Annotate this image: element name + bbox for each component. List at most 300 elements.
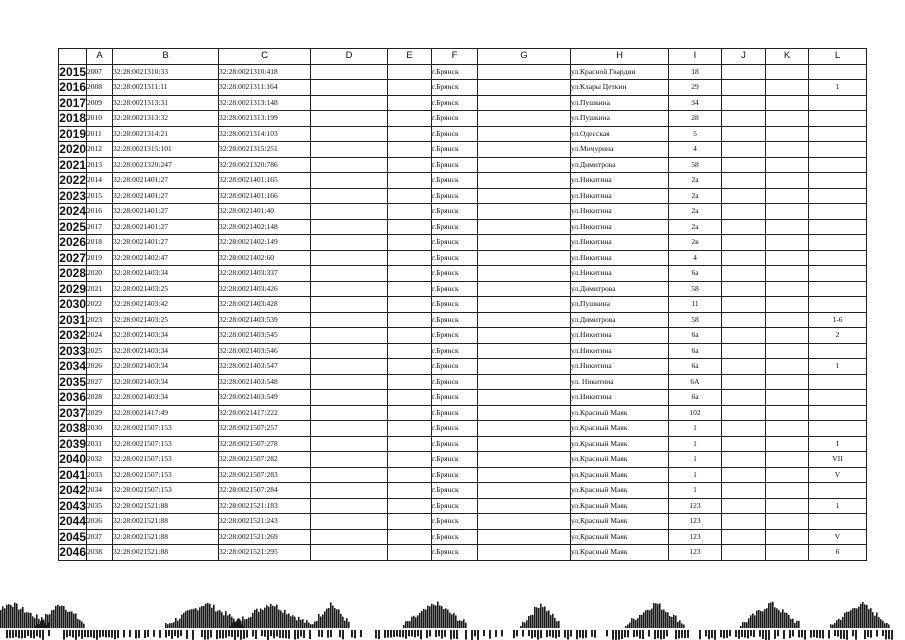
cell-f[interactable]: г.Брянск [432, 204, 478, 220]
cell-a[interactable]: 2012 [87, 142, 113, 158]
cell-b[interactable]: 32:28:0021521:88 [113, 514, 219, 530]
cell-b[interactable]: 32:28:0021507:153 [113, 421, 219, 437]
cell-c[interactable]: 32:28:0021403:539 [219, 312, 311, 328]
cell-d[interactable] [311, 64, 388, 80]
cell-c[interactable]: 32:28:0021403:547 [219, 359, 311, 375]
cell-h[interactable]: ул.Красный Маяк [571, 545, 669, 561]
cell-f[interactable]: г.Брянск [432, 467, 478, 483]
cell-f[interactable]: г.Брянск [432, 514, 478, 530]
cell-a[interactable]: 2025 [87, 343, 113, 359]
row-number[interactable]: 2022 [59, 173, 86, 188]
cell-g[interactable] [478, 452, 571, 468]
cell-l[interactable]: 1 [809, 359, 867, 375]
column-header-e[interactable]: E [388, 49, 432, 65]
row-number[interactable]: 2043 [59, 498, 86, 513]
cell-c[interactable]: 32:28:0021320:786 [219, 157, 311, 173]
cell-i[interactable]: 1 [669, 467, 722, 483]
cell-j[interactable] [722, 219, 766, 235]
cell-h[interactable]: ул.Пушкина [571, 95, 669, 111]
cell-d[interactable] [311, 188, 388, 204]
cell-i[interactable]: 11 [669, 297, 722, 313]
cell-f[interactable]: г.Брянск [432, 173, 478, 189]
cell-h[interactable]: ул.Красный Маяк [571, 467, 669, 483]
cell-a[interactable]: 2013 [87, 157, 113, 173]
cell-h[interactable]: ул.Никитина [571, 235, 669, 251]
cell-g[interactable] [478, 80, 571, 96]
cell-e[interactable] [388, 359, 432, 375]
cell-e[interactable] [388, 343, 432, 359]
cell-j[interactable] [722, 467, 766, 483]
cell-g[interactable] [478, 95, 571, 111]
cell-f[interactable]: г.Брянск [432, 390, 478, 406]
cell-f[interactable]: г.Брянск [432, 529, 478, 545]
cell-i[interactable]: 2а [669, 204, 722, 220]
cell-g[interactable] [478, 529, 571, 545]
cell-l[interactable] [809, 64, 867, 80]
cell-a[interactable]: 2008 [87, 80, 113, 96]
column-header-k[interactable]: K [766, 49, 809, 65]
cell-b[interactable]: 32:28:0021320:247 [113, 157, 219, 173]
cell-l[interactable] [809, 126, 867, 142]
row-number[interactable]: 2037 [59, 405, 86, 420]
cell-b[interactable]: 32:28:0021521:88 [113, 545, 219, 561]
cell-h[interactable]: ул.Никитина [571, 188, 669, 204]
cell-g[interactable] [478, 142, 571, 158]
cell-l[interactable] [809, 157, 867, 173]
cell-i[interactable]: 6А [669, 374, 722, 390]
column-header-l[interactable]: L [809, 49, 867, 65]
cell-i[interactable]: 28 [669, 111, 722, 127]
row-number[interactable]: 2025 [59, 219, 86, 234]
cell-h[interactable]: ул.Никитина [571, 359, 669, 375]
cell-k[interactable] [766, 405, 809, 421]
cell-k[interactable] [766, 483, 809, 499]
cell-g[interactable] [478, 235, 571, 251]
cell-f[interactable]: г.Брянск [432, 235, 478, 251]
cell-l[interactable] [809, 405, 867, 421]
cell-a[interactable]: 2030 [87, 421, 113, 437]
cell-e[interactable] [388, 173, 432, 189]
cell-k[interactable] [766, 436, 809, 452]
cell-d[interactable] [311, 498, 388, 514]
cell-h[interactable]: ул.Красной Гвардии [571, 64, 669, 80]
cell-b[interactable]: 32:28:0021403:25 [113, 281, 219, 297]
column-header-h[interactable]: H [571, 49, 669, 65]
cell-f[interactable]: г.Брянск [432, 142, 478, 158]
cell-j[interactable] [722, 545, 766, 561]
cell-c[interactable]: 32:28:0021507:282 [219, 452, 311, 468]
cell-d[interactable] [311, 374, 388, 390]
row-number[interactable]: 2017 [59, 95, 86, 110]
cell-h[interactable]: ул.Красный Маяк [571, 452, 669, 468]
cell-k[interactable] [766, 374, 809, 390]
cell-k[interactable] [766, 498, 809, 514]
cell-e[interactable] [388, 111, 432, 127]
cell-l[interactable] [809, 204, 867, 220]
cell-b[interactable]: 32:28:0021507:153 [113, 467, 219, 483]
cell-h[interactable]: ул.Мичурина [571, 142, 669, 158]
cell-b[interactable]: 32:28:0021402:47 [113, 250, 219, 266]
cell-j[interactable] [722, 235, 766, 251]
cell-g[interactable] [478, 405, 571, 421]
cell-g[interactable] [478, 204, 571, 220]
cell-c[interactable]: 32:28:0021402:148 [219, 219, 311, 235]
row-number[interactable]: 2031 [59, 312, 86, 327]
cell-l[interactable] [809, 390, 867, 406]
cell-k[interactable] [766, 328, 809, 344]
cell-k[interactable] [766, 281, 809, 297]
cell-k[interactable] [766, 126, 809, 142]
cell-j[interactable] [722, 374, 766, 390]
cell-e[interactable] [388, 250, 432, 266]
cell-d[interactable] [311, 219, 388, 235]
cell-f[interactable]: г.Брянск [432, 328, 478, 344]
cell-j[interactable] [722, 483, 766, 499]
cell-e[interactable] [388, 126, 432, 142]
row-number[interactable]: 2024 [59, 204, 86, 219]
cell-g[interactable] [478, 498, 571, 514]
cell-d[interactable] [311, 436, 388, 452]
cell-i[interactable]: 2а [669, 219, 722, 235]
row-number[interactable]: 2028 [59, 266, 86, 281]
cell-j[interactable] [722, 312, 766, 328]
row-number[interactable]: 2030 [59, 297, 86, 312]
cell-g[interactable] [478, 545, 571, 561]
cell-l[interactable] [809, 343, 867, 359]
cell-i[interactable]: 6а [669, 343, 722, 359]
cell-f[interactable]: г.Брянск [432, 343, 478, 359]
cell-b[interactable]: 32:28:0021401:27 [113, 235, 219, 251]
cell-k[interactable] [766, 219, 809, 235]
cell-i[interactable]: 123 [669, 498, 722, 514]
cell-l[interactable] [809, 188, 867, 204]
cell-k[interactable] [766, 142, 809, 158]
cell-d[interactable] [311, 204, 388, 220]
cell-a[interactable]: 2031 [87, 436, 113, 452]
cell-h[interactable]: ул.Красный Маяк [571, 514, 669, 530]
cell-g[interactable] [478, 111, 571, 127]
cell-k[interactable] [766, 80, 809, 96]
cell-d[interactable] [311, 250, 388, 266]
cell-a[interactable]: 2036 [87, 514, 113, 530]
row-number[interactable]: 2040 [59, 452, 86, 467]
cell-k[interactable] [766, 157, 809, 173]
cell-d[interactable] [311, 173, 388, 189]
cell-d[interactable] [311, 390, 388, 406]
cell-k[interactable] [766, 297, 809, 313]
column-header-j[interactable]: J [722, 49, 766, 65]
cell-i[interactable]: 4 [669, 250, 722, 266]
cell-d[interactable] [311, 95, 388, 111]
cell-j[interactable] [722, 297, 766, 313]
cell-l[interactable] [809, 111, 867, 127]
cell-j[interactable] [722, 266, 766, 282]
cell-h[interactable]: ул.Никитина [571, 219, 669, 235]
cell-h[interactable]: ул.Никитина [571, 343, 669, 359]
cell-h[interactable]: ул.Димитрова [571, 312, 669, 328]
row-number[interactable]: 2016 [59, 80, 86, 95]
cell-i[interactable]: 6а [669, 328, 722, 344]
row-number[interactable]: 2023 [59, 188, 86, 203]
cell-l[interactable]: 1 [809, 80, 867, 96]
row-number[interactable]: 2019 [59, 126, 86, 141]
cell-i[interactable]: 5 [669, 126, 722, 142]
cell-b[interactable]: 32:28:0021403:34 [113, 359, 219, 375]
cell-h[interactable]: ул.Пушкина [571, 297, 669, 313]
cell-g[interactable] [478, 312, 571, 328]
cell-f[interactable]: г.Брянск [432, 498, 478, 514]
cell-l[interactable] [809, 483, 867, 499]
cell-k[interactable] [766, 250, 809, 266]
cell-c[interactable]: 32:28:0021403:549 [219, 390, 311, 406]
cell-a[interactable]: 2019 [87, 250, 113, 266]
cell-d[interactable] [311, 126, 388, 142]
cell-k[interactable] [766, 514, 809, 530]
cell-j[interactable] [722, 405, 766, 421]
cell-g[interactable] [478, 297, 571, 313]
cell-a[interactable]: 2034 [87, 483, 113, 499]
cell-i[interactable]: 18 [669, 64, 722, 80]
cell-g[interactable] [478, 281, 571, 297]
cell-k[interactable] [766, 312, 809, 328]
cell-a[interactable]: 2037 [87, 529, 113, 545]
cell-c[interactable]: 32:28:0021403:428 [219, 297, 311, 313]
cell-h[interactable]: ул.Клары Цеткин [571, 80, 669, 96]
cell-d[interactable] [311, 452, 388, 468]
cell-h[interactable]: ул.Пушкина [571, 111, 669, 127]
cell-f[interactable]: г.Брянск [432, 297, 478, 313]
cell-i[interactable]: 58 [669, 312, 722, 328]
cell-j[interactable] [722, 95, 766, 111]
cell-e[interactable] [388, 529, 432, 545]
cell-b[interactable]: 32:28:0021507:153 [113, 483, 219, 499]
cell-f[interactable]: г.Брянск [432, 126, 478, 142]
cell-j[interactable] [722, 281, 766, 297]
cell-j[interactable] [722, 173, 766, 189]
cell-a[interactable]: 2021 [87, 281, 113, 297]
cell-l[interactable]: I [809, 436, 867, 452]
cell-g[interactable] [478, 343, 571, 359]
cell-l[interactable]: V [809, 467, 867, 483]
cell-i[interactable]: 123 [669, 545, 722, 561]
cell-h[interactable]: ул.Никитина [571, 390, 669, 406]
cell-j[interactable] [722, 204, 766, 220]
cell-f[interactable]: г.Брянск [432, 111, 478, 127]
corner-cell[interactable] [59, 49, 87, 65]
cell-d[interactable] [311, 111, 388, 127]
cell-i[interactable]: 2в [669, 235, 722, 251]
cell-l[interactable] [809, 281, 867, 297]
cell-h[interactable]: ул.Димитрова [571, 157, 669, 173]
cell-h[interactable]: ул. Никитина [571, 374, 669, 390]
cell-l[interactable]: 6 [809, 545, 867, 561]
cell-j[interactable] [722, 250, 766, 266]
cell-g[interactable] [478, 188, 571, 204]
row-number[interactable]: 2026 [59, 235, 86, 250]
cell-a[interactable]: 2029 [87, 405, 113, 421]
cell-c[interactable]: 32:28:0021521:295 [219, 545, 311, 561]
cell-a[interactable]: 2017 [87, 219, 113, 235]
cell-b[interactable]: 32:28:0021315:101 [113, 142, 219, 158]
cell-i[interactable]: 6а [669, 359, 722, 375]
cell-c[interactable]: 32:28:0021402:60 [219, 250, 311, 266]
cell-j[interactable] [722, 64, 766, 80]
cell-b[interactable]: 32:28:0021507:153 [113, 436, 219, 452]
cell-l[interactable]: V [809, 529, 867, 545]
column-header-f[interactable]: F [432, 49, 478, 65]
cell-f[interactable]: г.Брянск [432, 80, 478, 96]
cell-j[interactable] [722, 514, 766, 530]
cell-c[interactable]: 32:28:0021521:183 [219, 498, 311, 514]
cell-e[interactable] [388, 374, 432, 390]
cell-a[interactable]: 2020 [87, 266, 113, 282]
row-number[interactable]: 2015 [59, 64, 86, 79]
cell-f[interactable]: г.Брянск [432, 250, 478, 266]
cell-d[interactable] [311, 266, 388, 282]
cell-h[interactable]: ул.Одесская [571, 126, 669, 142]
column-header-d[interactable]: D [311, 49, 388, 65]
cell-b[interactable]: 32:28:0021417:49 [113, 405, 219, 421]
cell-a[interactable]: 2016 [87, 204, 113, 220]
cell-f[interactable]: г.Брянск [432, 483, 478, 499]
cell-c[interactable]: 32:28:0021417:222 [219, 405, 311, 421]
cell-e[interactable] [388, 80, 432, 96]
row-number[interactable]: 2045 [59, 529, 86, 544]
cell-j[interactable] [722, 80, 766, 96]
cell-b[interactable]: 32:28:0021521:88 [113, 529, 219, 545]
cell-e[interactable] [388, 436, 432, 452]
row-number[interactable]: 2041 [59, 467, 86, 482]
cell-h[interactable]: ул.Красный Маяк [571, 483, 669, 499]
cell-k[interactable] [766, 64, 809, 80]
cell-e[interactable] [388, 235, 432, 251]
cell-c[interactable]: 32:28:0021310:418 [219, 64, 311, 80]
cell-g[interactable] [478, 219, 571, 235]
cell-e[interactable] [388, 204, 432, 220]
cell-k[interactable] [766, 452, 809, 468]
cell-c[interactable]: 32:28:0021313:148 [219, 95, 311, 111]
cell-b[interactable]: 32:28:0021521:88 [113, 498, 219, 514]
cell-g[interactable] [478, 250, 571, 266]
row-number[interactable]: 2035 [59, 374, 86, 389]
cell-g[interactable] [478, 483, 571, 499]
cell-i[interactable]: 123 [669, 529, 722, 545]
cell-f[interactable]: г.Брянск [432, 219, 478, 235]
cell-g[interactable] [478, 64, 571, 80]
cell-b[interactable]: 32:28:0021313:32 [113, 111, 219, 127]
cell-g[interactable] [478, 374, 571, 390]
cell-j[interactable] [722, 126, 766, 142]
cell-l[interactable]: 1 [809, 498, 867, 514]
cell-i[interactable]: 58 [669, 281, 722, 297]
cell-b[interactable]: 32:28:0021401:27 [113, 173, 219, 189]
row-number[interactable]: 2018 [59, 111, 86, 126]
cell-i[interactable]: 1 [669, 436, 722, 452]
row-number[interactable]: 2021 [59, 157, 86, 172]
cell-b[interactable]: 32:28:0021507:153 [113, 452, 219, 468]
cell-a[interactable]: 2028 [87, 390, 113, 406]
cell-e[interactable] [388, 281, 432, 297]
cell-g[interactable] [478, 359, 571, 375]
cell-d[interactable] [311, 297, 388, 313]
row-number[interactable]: 2038 [59, 421, 86, 436]
cell-e[interactable] [388, 514, 432, 530]
cell-c[interactable]: 32:28:0021403:546 [219, 343, 311, 359]
cell-b[interactable]: 32:28:0021401:27 [113, 188, 219, 204]
cell-k[interactable] [766, 266, 809, 282]
cell-a[interactable]: 2010 [87, 111, 113, 127]
cell-b[interactable]: 32:28:0021403:34 [113, 374, 219, 390]
cell-l[interactable] [809, 421, 867, 437]
cell-d[interactable] [311, 281, 388, 297]
cell-c[interactable]: 32:28:0021403:545 [219, 328, 311, 344]
cell-j[interactable] [722, 390, 766, 406]
cell-b[interactable]: 32:28:0021403:34 [113, 266, 219, 282]
row-number[interactable]: 2032 [59, 328, 86, 343]
cell-c[interactable]: 32:28:0021521:243 [219, 514, 311, 530]
cell-c[interactable]: 32:28:0021403:337 [219, 266, 311, 282]
cell-h[interactable]: ул.Никитина [571, 328, 669, 344]
cell-j[interactable] [722, 142, 766, 158]
cell-l[interactable] [809, 219, 867, 235]
cell-h[interactable]: ул.Никитина [571, 266, 669, 282]
cell-e[interactable] [388, 266, 432, 282]
cell-i[interactable]: 1 [669, 421, 722, 437]
row-number[interactable]: 2039 [59, 436, 86, 451]
cell-d[interactable] [311, 157, 388, 173]
column-header-b[interactable]: B [113, 49, 219, 65]
cell-c[interactable]: 32:28:0021311:164 [219, 80, 311, 96]
cell-c[interactable]: 32:28:0021313:199 [219, 111, 311, 127]
cell-f[interactable]: г.Брянск [432, 281, 478, 297]
cell-a[interactable]: 2018 [87, 235, 113, 251]
cell-f[interactable]: г.Брянск [432, 545, 478, 561]
cell-b[interactable]: 32:28:0021403:34 [113, 328, 219, 344]
row-number[interactable]: 2029 [59, 281, 86, 296]
cell-e[interactable] [388, 157, 432, 173]
cell-a[interactable]: 2026 [87, 359, 113, 375]
row-number[interactable]: 2036 [59, 390, 86, 405]
row-number[interactable]: 2042 [59, 483, 86, 498]
cell-e[interactable] [388, 467, 432, 483]
cell-a[interactable]: 2015 [87, 188, 113, 204]
cell-c[interactable]: 32:28:0021315:251 [219, 142, 311, 158]
row-number[interactable]: 2044 [59, 514, 86, 529]
cell-k[interactable] [766, 111, 809, 127]
cell-k[interactable] [766, 188, 809, 204]
cell-h[interactable]: ул.Красный Маяк [571, 436, 669, 452]
cell-b[interactable]: 32:28:0021403:34 [113, 343, 219, 359]
row-number[interactable]: 2020 [59, 142, 86, 157]
cell-e[interactable] [388, 545, 432, 561]
cell-e[interactable] [388, 328, 432, 344]
cell-d[interactable] [311, 514, 388, 530]
cell-c[interactable]: 32:28:0021401:165 [219, 173, 311, 189]
cell-a[interactable]: 2035 [87, 498, 113, 514]
cell-i[interactable]: 29 [669, 80, 722, 96]
cell-d[interactable] [311, 142, 388, 158]
cell-d[interactable] [311, 80, 388, 96]
cell-j[interactable] [722, 359, 766, 375]
cell-c[interactable]: 32:28:0021401:40 [219, 204, 311, 220]
cell-i[interactable]: 6а [669, 390, 722, 406]
cell-j[interactable] [722, 529, 766, 545]
cell-j[interactable] [722, 188, 766, 204]
cell-h[interactable]: ул.Красный Маяк [571, 405, 669, 421]
cell-a[interactable]: 2038 [87, 545, 113, 561]
cell-k[interactable] [766, 421, 809, 437]
cell-k[interactable] [766, 545, 809, 561]
